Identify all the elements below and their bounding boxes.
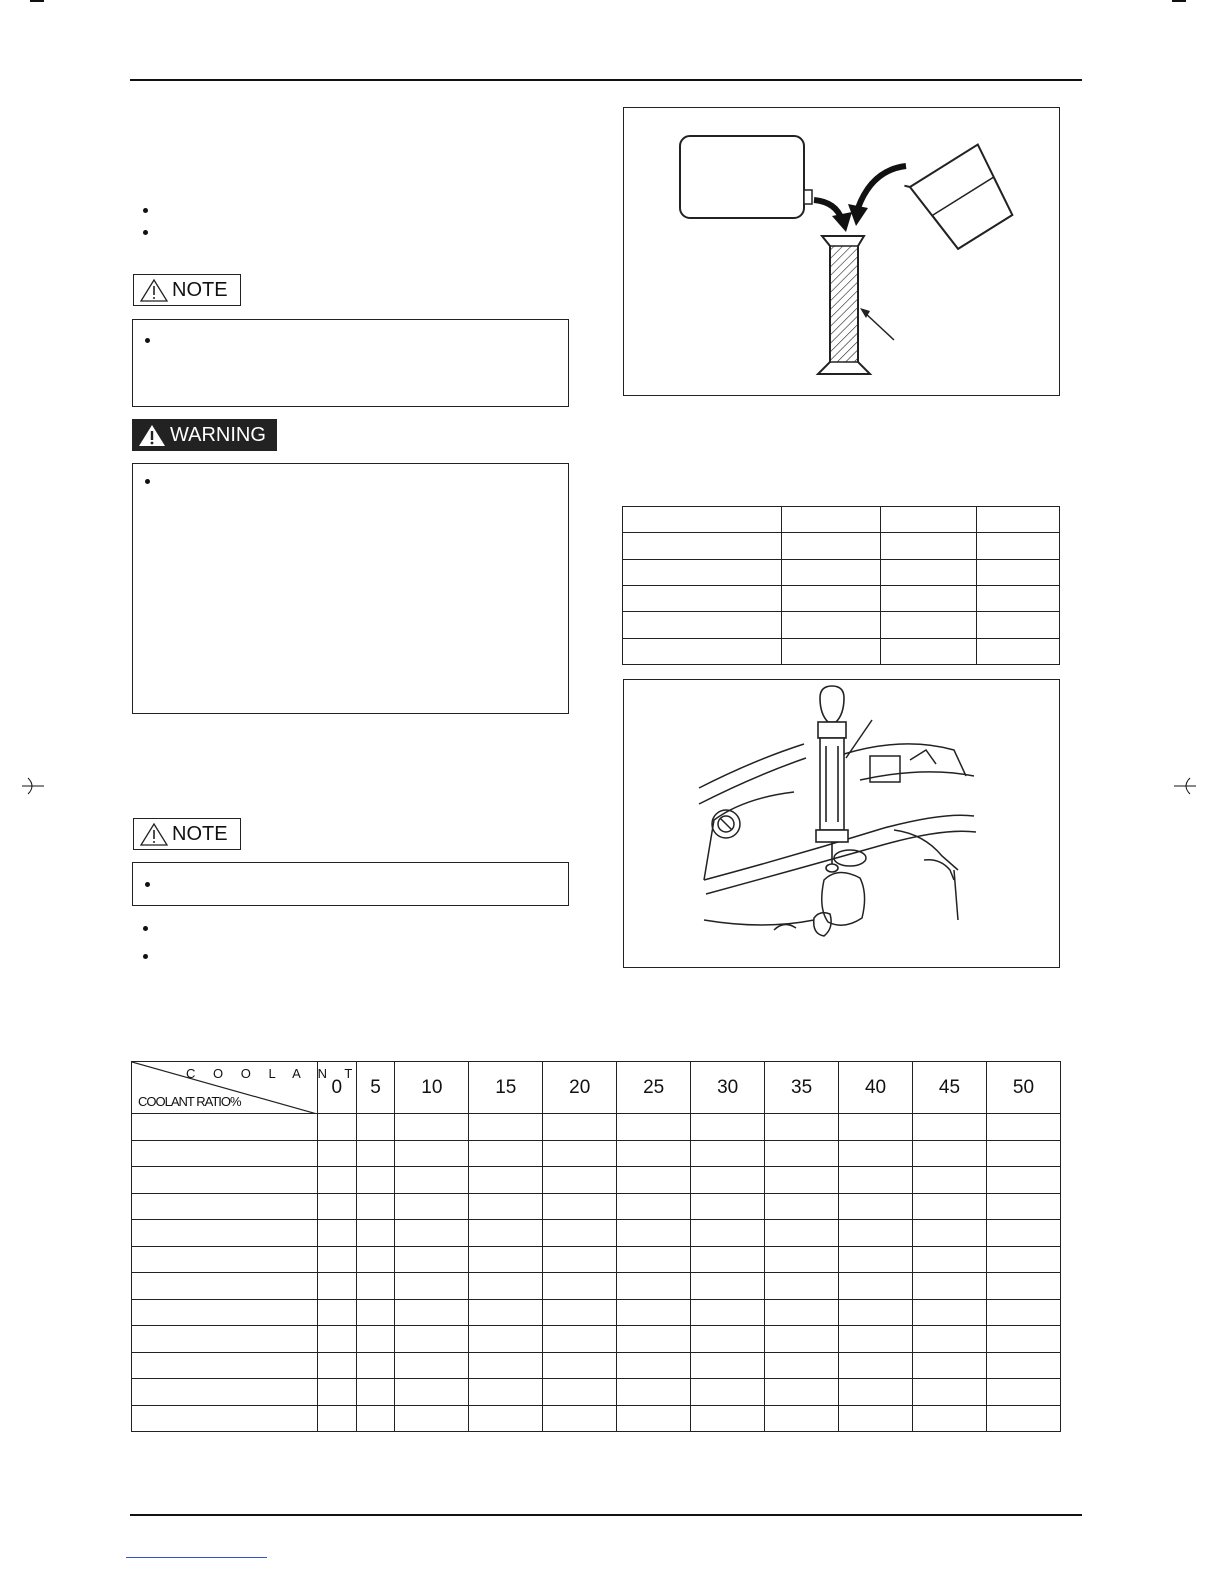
table-cell [543,1246,617,1273]
table-cell [543,1273,617,1300]
table-cell [617,1326,691,1353]
registration-mark-right [1172,776,1196,796]
table-cell [318,1167,357,1194]
table-cell [765,1246,839,1273]
column-header: 50 [986,1062,1060,1114]
table-cell [986,1352,1060,1379]
table-cell [395,1167,469,1194]
footer-link-underline[interactable] [126,1557,267,1558]
table-cell [469,1114,543,1141]
warning-badge [132,419,277,451]
table-row [132,1220,1061,1247]
table-cell [839,1379,913,1406]
table-cell [986,1246,1060,1273]
table-cell [691,1352,765,1379]
table-cell [765,1379,839,1406]
table-cell [913,1167,987,1194]
bullet-4 [143,954,148,959]
table-cell [765,1140,839,1167]
table-cell [395,1405,469,1432]
table-cell [691,1220,765,1247]
table-cell [318,1326,357,1353]
note-box-1-bullet [145,338,150,343]
table-cell [691,1167,765,1194]
column-header: 35 [765,1062,839,1114]
bullet-1 [143,208,148,213]
table-cell [543,1114,617,1141]
table-cell [691,1326,765,1353]
table-cell [617,1114,691,1141]
table-cell [543,1326,617,1353]
table-cell [913,1140,987,1167]
table-cell [395,1246,469,1273]
column-header: 0 [318,1062,357,1114]
table-cell [617,1167,691,1194]
table-cell [132,1220,318,1247]
table-cell [543,1352,617,1379]
table-cell [765,1352,839,1379]
column-header: 25 [617,1062,691,1114]
table-cell [617,1246,691,1273]
table-cell [356,1114,395,1141]
header-rule [130,79,1082,81]
table-cell [691,1140,765,1167]
table-cell [469,1326,543,1353]
caution-triangle-icon [140,278,168,302]
table-cell [986,1140,1060,1167]
table-row [132,1405,1061,1432]
footer-rule [130,1514,1082,1516]
table-cell [543,1379,617,1406]
table-row [132,1167,1061,1194]
table-cell [913,1114,987,1141]
table-cell [132,1326,318,1353]
table-cell [543,1140,617,1167]
table-cell [765,1114,839,1141]
table-cell [318,1193,357,1220]
table-cell [986,1193,1060,1220]
table-cell [356,1220,395,1247]
table-row [132,1246,1061,1273]
table-cell [318,1220,357,1247]
column-header: 15 [469,1062,543,1114]
table-cell [986,1299,1060,1326]
table-cell [913,1326,987,1353]
table-cell [765,1193,839,1220]
table-cell [765,1167,839,1194]
table-cell [913,1220,987,1247]
table-cell [839,1352,913,1379]
table-cell [356,1193,395,1220]
table-cell [132,1405,318,1432]
table-cell [469,1140,543,1167]
table-cell [913,1405,987,1432]
table-cell [318,1140,357,1167]
table-cell [617,1352,691,1379]
note-box-1 [132,319,569,407]
table-cell [132,1140,318,1167]
figure-coolant-mixing [623,107,1060,396]
table-cell [395,1140,469,1167]
table-row [132,1352,1061,1379]
note-label-2: NOTE [172,822,228,845]
table-cell [469,1352,543,1379]
table-cell [356,1246,395,1273]
column-header: 10 [395,1062,469,1114]
table-cell [986,1405,1060,1432]
table-cell [839,1326,913,1353]
table-row [132,1326,1061,1353]
table-row [132,1140,1061,1167]
warning-box [132,463,569,714]
note-box-2 [132,862,569,906]
table-cell [132,1114,318,1141]
table-cell [395,1220,469,1247]
registration-mark-left [22,776,46,796]
table-cell [913,1193,987,1220]
table-cell [839,1405,913,1432]
table-row [132,1273,1061,1300]
table-cell [986,1114,1060,1141]
table-cell [469,1299,543,1326]
table-cell [356,1299,395,1326]
table-cell [839,1140,913,1167]
table-cell [913,1273,987,1300]
table-cell [543,1193,617,1220]
table-cell [469,1167,543,1194]
table-cell [986,1273,1060,1300]
table-cell [132,1167,318,1194]
table-cell [132,1273,318,1300]
table-cell [543,1299,617,1326]
hydrometer-illustration [624,680,1058,966]
table-cell [356,1140,395,1167]
table-cell [543,1405,617,1432]
crop-mark-top-left [30,0,44,2]
table-cell [839,1273,913,1300]
table-cell [469,1246,543,1273]
table-cell [913,1246,987,1273]
table-cell [395,1273,469,1300]
figure-hydrometer-test [623,679,1060,968]
table-cell [913,1352,987,1379]
table-cell [356,1273,395,1300]
table-cell [986,1167,1060,1194]
table-cell [617,1193,691,1220]
table-cell [765,1220,839,1247]
note-box-2-bullet [145,882,150,887]
table-cell [395,1352,469,1379]
table-cell [395,1299,469,1326]
table-cell [839,1220,913,1247]
table-cell [839,1114,913,1141]
table-cell [617,1273,691,1300]
table-row [132,1114,1061,1141]
coolant-ratio-table-body [132,1114,1061,1432]
table-cell [617,1405,691,1432]
table-cell [318,1352,357,1379]
crop-mark-top-right [1172,0,1186,2]
table-cell [617,1299,691,1326]
column-header: 45 [913,1062,987,1114]
table-cell [691,1299,765,1326]
warning-triangle-icon [138,423,166,447]
table-cell [691,1114,765,1141]
table-cell [132,1352,318,1379]
table-cell [318,1379,357,1406]
table-cell [839,1246,913,1273]
table-cell [318,1273,357,1300]
caution-triangle-icon [140,822,168,846]
note-badge-2 [133,818,241,850]
table-cell [839,1167,913,1194]
corner-bottom-label: COOLANT RATIO% [138,1094,241,1109]
warning-box-bullet [145,479,150,484]
table-cell [765,1299,839,1326]
table-cell [765,1326,839,1353]
table-row [132,1299,1061,1326]
table-cell [356,1352,395,1379]
table-cell [469,1193,543,1220]
note-label-1: NOTE [172,278,228,301]
table-cell [356,1405,395,1432]
table-cell [395,1379,469,1406]
table-cell [318,1299,357,1326]
table-cell [543,1167,617,1194]
table-cell [395,1326,469,1353]
table-cell [132,1299,318,1326]
table-cell [469,1379,543,1406]
table-cell [318,1405,357,1432]
table-cell [132,1379,318,1406]
table-cell [839,1193,913,1220]
table-cell [765,1405,839,1432]
note-badge-1 [133,274,241,306]
coolant-ratio-table [131,1061,1061,1432]
bullet-2 [143,230,148,235]
table-cell [913,1299,987,1326]
table-cell [132,1246,318,1273]
coolant-mixing-illustration [624,108,1058,394]
table-cell [356,1167,395,1194]
table-cell [356,1326,395,1353]
table-row [132,1193,1061,1220]
table-cell [691,1193,765,1220]
column-header: 5 [356,1062,395,1114]
table-cell [469,1273,543,1300]
table-cell [986,1326,1060,1353]
table-cell [132,1193,318,1220]
warning-label: WARNING [170,423,266,446]
column-header: 40 [839,1062,913,1114]
table-cell [617,1379,691,1406]
table-cell [356,1379,395,1406]
table-cell [469,1220,543,1247]
column-header: 20 [543,1062,617,1114]
corner-top-label: C O O L A N T [186,1066,360,1081]
table-cell [318,1114,357,1141]
table-cell [986,1379,1060,1406]
table-row [132,1379,1061,1406]
table-cell [986,1220,1060,1247]
table-cell [913,1379,987,1406]
table-cell [691,1379,765,1406]
column-header: 30 [691,1062,765,1114]
table-cell [691,1273,765,1300]
table-cell [543,1220,617,1247]
table-cell [691,1405,765,1432]
coolant-corner-cell [132,1062,360,1114]
bullet-3 [143,926,148,931]
table-cell [839,1299,913,1326]
table-cell [691,1246,765,1273]
table-cell [318,1246,357,1273]
table-cell [395,1193,469,1220]
table-cell [617,1220,691,1247]
table-cell [617,1140,691,1167]
specification-table [622,506,1060,665]
table-cell [395,1114,469,1141]
table-cell [469,1405,543,1432]
table-cell [765,1273,839,1300]
